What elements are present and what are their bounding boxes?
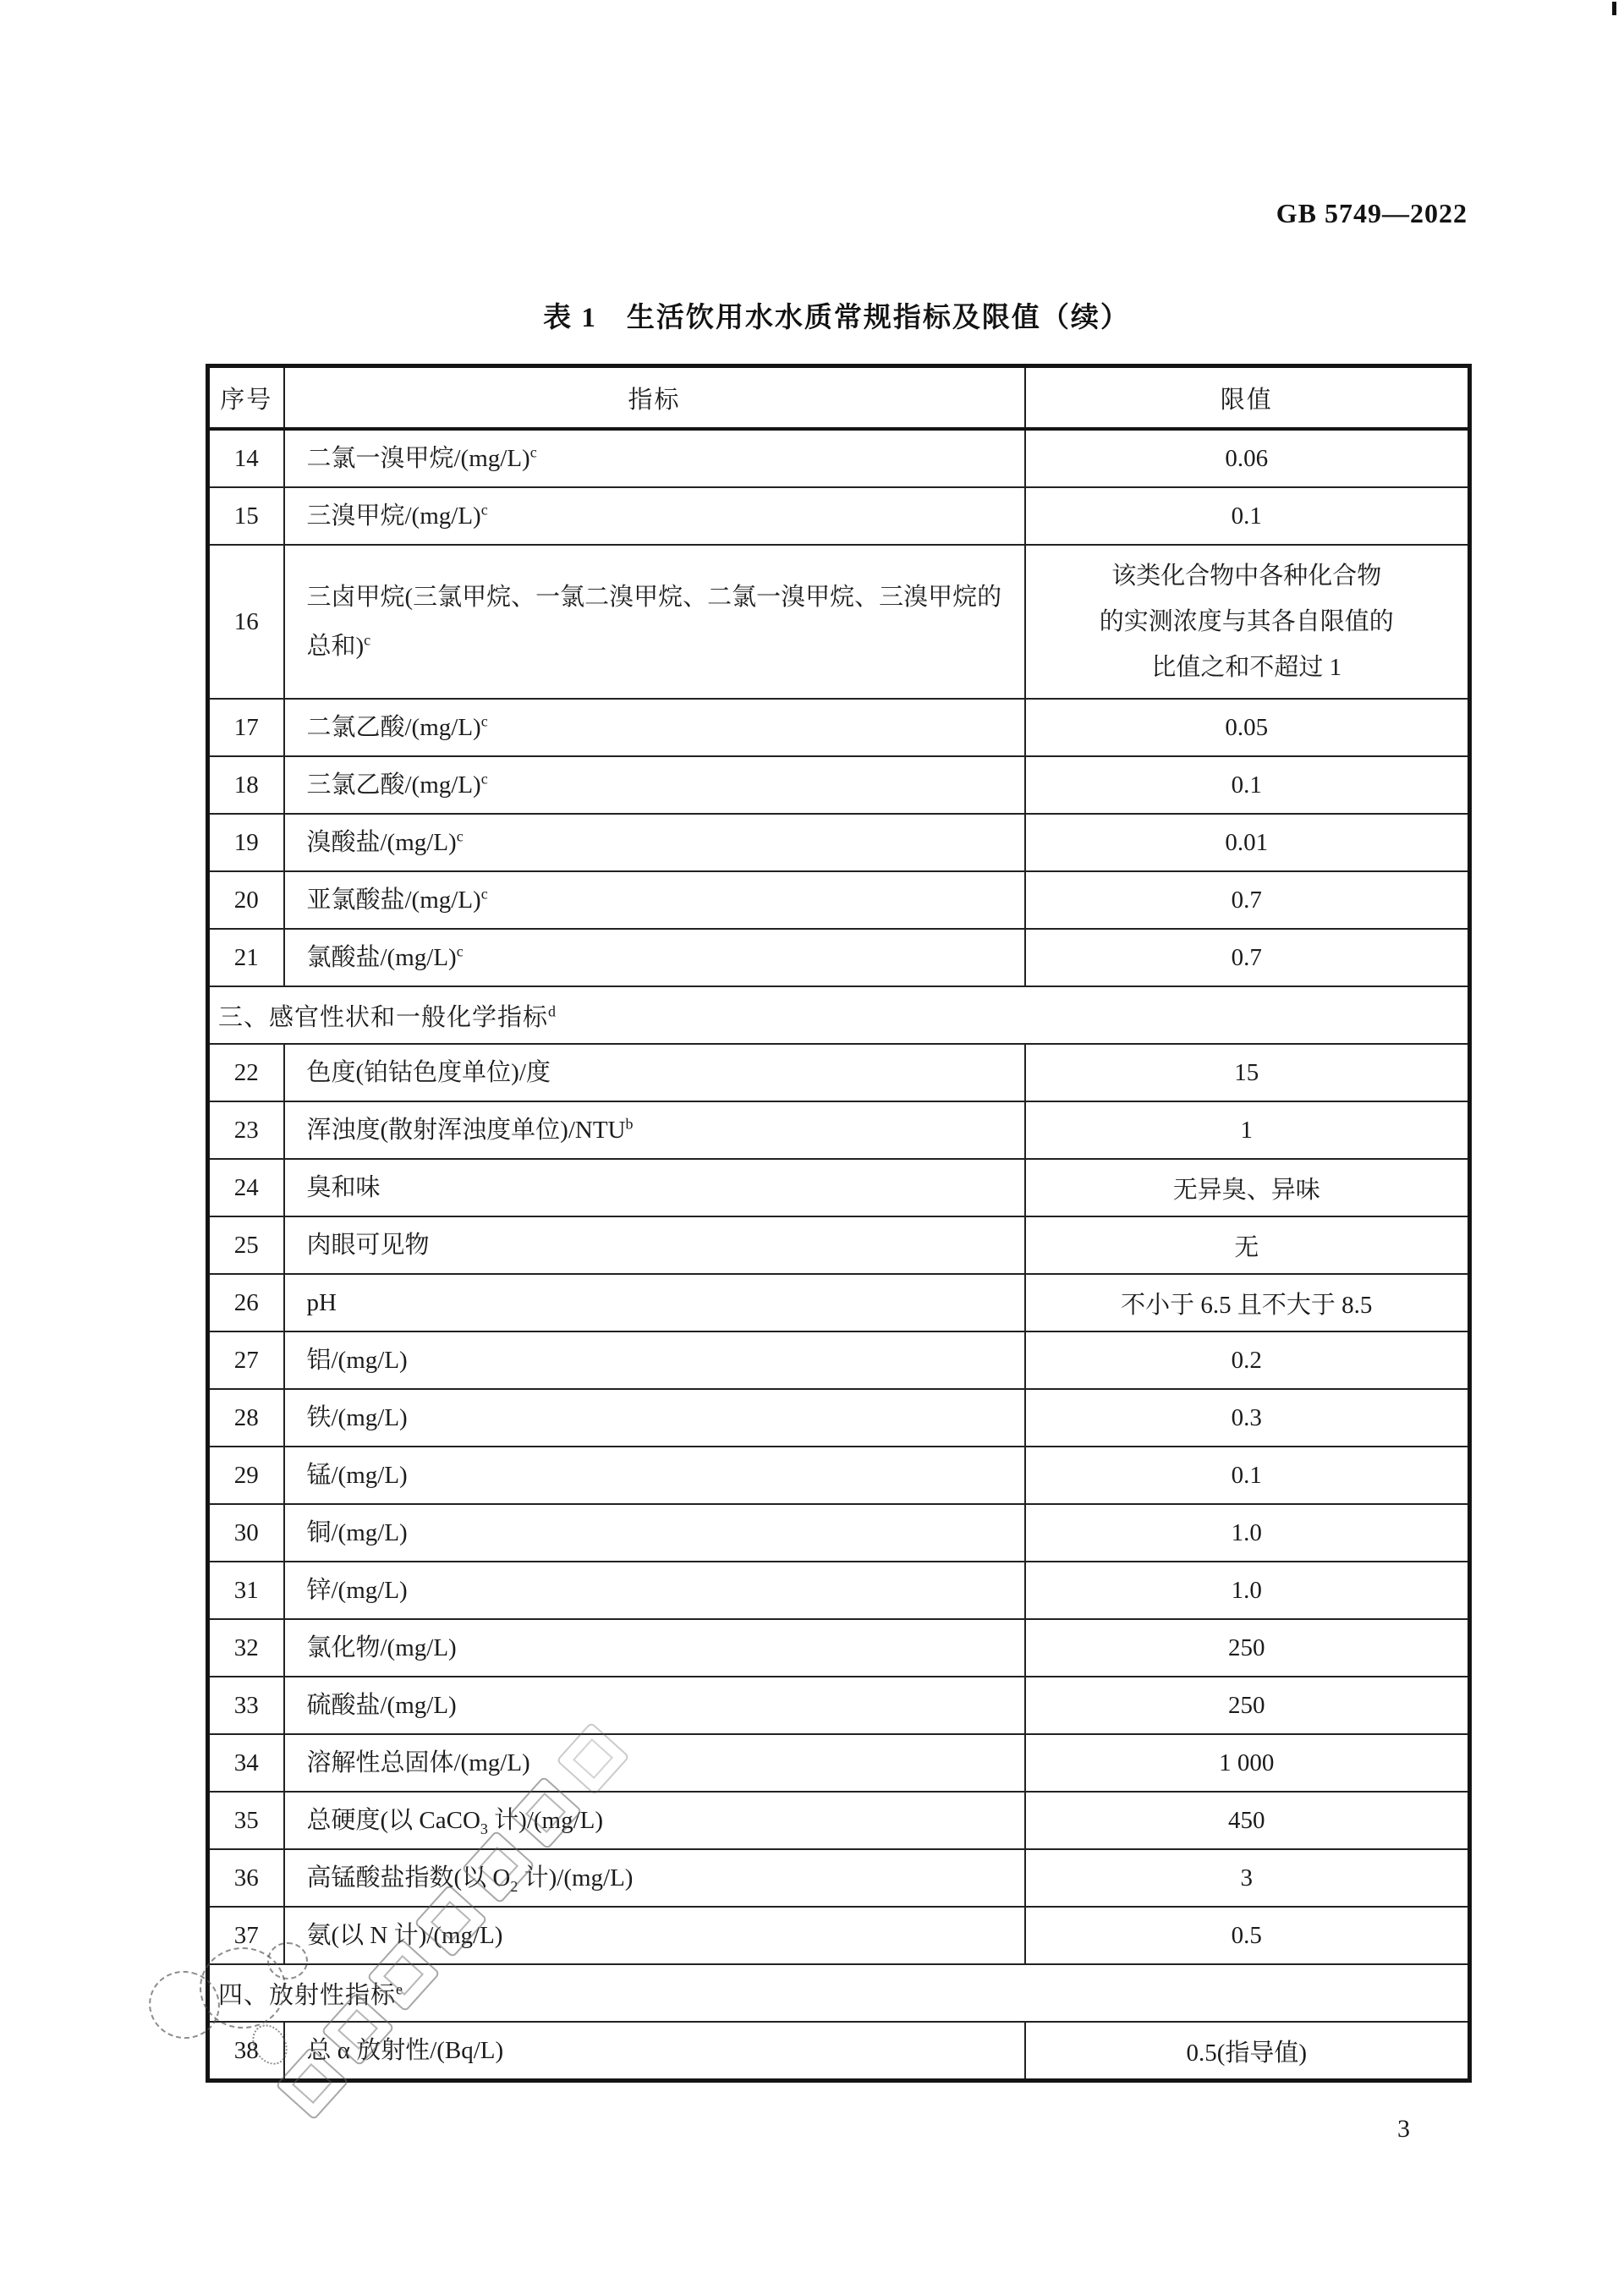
table-row (208, 1792, 1470, 1849)
limit-line: 该类化合物中各种化合物 (1111, 563, 1382, 590)
indicator-cell: 锰/(mg/L) (284, 1447, 1025, 1504)
table-row (208, 1447, 1470, 1504)
row-serial-number: 17 (208, 699, 284, 756)
table-row (208, 871, 1470, 929)
table-body (208, 429, 1470, 2081)
table-row (208, 1677, 1470, 1734)
limit-cell: 0.06 (1025, 429, 1470, 487)
table-row (208, 1044, 1470, 1101)
row-serial-number: 21 (208, 929, 284, 986)
limit-cell: 0.5 (1025, 1907, 1470, 1964)
indicator-cell: 铜/(mg/L) (284, 1504, 1025, 1562)
limit-cell (1025, 545, 1470, 699)
table-title: 表 1 生活饮用水水质常规指标及限值（续） (543, 303, 1130, 333)
row-serial-number: 37 (208, 1907, 284, 1964)
indicator-cell: 铝/(mg/L) (284, 1331, 1025, 1389)
table-row (208, 1389, 1470, 1447)
indicator-cell: 高锰酸盐指数(以 $O_2$ 计)/(mg/L) (284, 1849, 1025, 1907)
limit-cell: 1.0 (1025, 1504, 1470, 1562)
indicator-cell: 二氯乙酸$/(mg/L)^c$ (284, 699, 1025, 756)
limit-cell: 0.7 (1025, 929, 1470, 986)
row-serial-number: 22 (208, 1044, 284, 1101)
row-serial-number: 29 (208, 1447, 284, 1504)
limit-cell: 0.7 (1025, 871, 1470, 929)
limit-cell: 0.5(指导值) (1025, 2022, 1470, 2081)
section-row (208, 986, 1470, 1044)
indicator-cell: 溶解性总固体/(mg/L) (284, 1734, 1025, 1792)
page-number: 3 (1397, 2115, 1410, 2143)
table-row (208, 1159, 1470, 1216)
row-serial-number: 18 (208, 756, 284, 814)
limit-cell: 0.2 (1025, 1331, 1470, 1389)
limit-cell: 0.05 (1025, 699, 1470, 756)
section-row (208, 1964, 1470, 2022)
table-row (208, 1274, 1470, 1331)
section-title: 四、放射性指标$^e$ (208, 1964, 1470, 2022)
row-serial-number: 28 (208, 1389, 284, 1447)
scan-artifact-mark (1612, 2, 1616, 15)
indicator-cell: 锌/(mg/L) (284, 1562, 1025, 1619)
table-row (208, 1849, 1470, 1907)
row-serial-number: 24 (208, 1159, 284, 1216)
row-serial-number: 34 (208, 1734, 284, 1792)
limit-cell: 0.3 (1025, 1389, 1470, 1447)
standard-code: GB 5749—2022 (1276, 198, 1468, 228)
table-row (208, 1619, 1470, 1677)
indicator-cell: 亚氯酸盐$/(mg/L)^c$ (284, 871, 1025, 929)
table-row (208, 1331, 1470, 1389)
row-serial-number: 35 (208, 1792, 284, 1849)
row-serial-number: 32 (208, 1619, 284, 1677)
table-row (208, 929, 1470, 986)
row-serial-number: 25 (208, 1216, 284, 1274)
limit-cell: 450 (1025, 1792, 1470, 1849)
section-title: 三、感官性状和一般化学指标$^d$ (208, 986, 1470, 1044)
limit-cell: 1.0 (1025, 1562, 1470, 1619)
indicator-cell: 浑浊度(散射浑浊度单位)/NTU$^b$ (284, 1101, 1025, 1159)
header-limit: 限值 (1025, 366, 1470, 430)
indicator-cell: 氯酸盐$/(mg/L)^c$ (284, 929, 1025, 986)
indicator-cell: 氯化物/(mg/L) (284, 1619, 1025, 1677)
table-row (208, 1101, 1470, 1159)
indicator-cell: 臭和味 (284, 1159, 1025, 1216)
row-serial-number: 16 (208, 545, 284, 699)
row-serial-number: 36 (208, 1849, 284, 1907)
limit-cell: 250 (1025, 1619, 1470, 1677)
table-row (208, 2022, 1470, 2081)
limit-cell: 0.01 (1025, 814, 1470, 871)
limit-cell: 无异臭、异味 (1025, 1159, 1470, 1216)
header-serial-number: 序号 (208, 366, 284, 430)
indicator-cell: 三卤甲烷(三氯甲烷、一氯二溴甲烷、二氯一溴甲烷、三溴甲烷的总和)$^c$ (284, 545, 1025, 699)
indicator-cell: 色度(铂钴色度单位)/度 (284, 1044, 1025, 1101)
table-row (208, 1562, 1470, 1619)
table-row (208, 1907, 1470, 1964)
header-indicator: 指标 (284, 366, 1025, 430)
limit-cell: 15 (1025, 1044, 1470, 1101)
row-serial-number: 38 (208, 2022, 284, 2081)
indicator-cell: 肉眼可见物 (284, 1216, 1025, 1274)
limit-cell: 1 000 (1025, 1734, 1470, 1792)
limit-cell: 不小于 6.5 且不大于 8.5 (1025, 1274, 1470, 1331)
limit-cell: 0.1 (1025, 1447, 1470, 1504)
table-row (208, 429, 1470, 487)
limit-cell: 1 (1025, 1101, 1470, 1159)
indicator-cell: 二氯一溴甲烷$/(mg/L)^c$ (284, 429, 1025, 487)
row-serial-number: 26 (208, 1274, 284, 1331)
indicator-cell: 总硬度(以 CaCO$_3$ 计)/(mg/L) (284, 1792, 1025, 1849)
indicator-cell: 总 α 放射性/(Bq/L) (284, 2022, 1025, 2081)
indicator-cell: 硫酸盐/(mg/L) (284, 1677, 1025, 1734)
limit-cell: 3 (1025, 1849, 1470, 1907)
row-serial-number: 33 (208, 1677, 284, 1734)
limit-cell: 0.1 (1025, 756, 1470, 814)
indicator-cell: 三氯乙酸$/(mg/L)^c$ (284, 756, 1025, 814)
row-serial-number: 23 (208, 1101, 284, 1159)
row-serial-number: 19 (208, 814, 284, 871)
indicator-cell: 溴酸盐$/(mg/L)^c$ (284, 814, 1025, 871)
row-serial-number: 31 (208, 1562, 284, 1619)
limit-line: 的实测浓度与其各自限值的 (1099, 608, 1394, 635)
row-serial-number: 15 (208, 487, 284, 545)
limit-cell: 250 (1025, 1677, 1470, 1734)
indicator-cell: pH (284, 1274, 1025, 1331)
row-serial-number: 27 (208, 1331, 284, 1389)
table-row (208, 814, 1470, 871)
limit-cell: 无 (1025, 1216, 1470, 1274)
table-row (208, 756, 1470, 814)
table-row (208, 545, 1470, 699)
table-header-row (208, 366, 1470, 430)
indicator-cell: 三溴甲烷$/(mg/L)^c$ (284, 487, 1025, 545)
limit-line: 比值之和不超过 1 (1151, 654, 1342, 681)
table-row (208, 1504, 1470, 1562)
indicator-cell: 铁/(mg/L) (284, 1389, 1025, 1447)
indicator-cell: 氨(以 N 计)/(mg/L) (284, 1907, 1025, 1964)
table-row (208, 699, 1470, 756)
row-serial-number: 20 (208, 871, 284, 929)
table-row (208, 487, 1470, 545)
table-row (208, 1216, 1470, 1274)
limit-cell: 0.1 (1025, 487, 1470, 545)
table-row (208, 1734, 1470, 1792)
water-quality-table (206, 364, 1472, 2083)
row-serial-number: 30 (208, 1504, 284, 1562)
row-serial-number: 14 (208, 429, 284, 487)
